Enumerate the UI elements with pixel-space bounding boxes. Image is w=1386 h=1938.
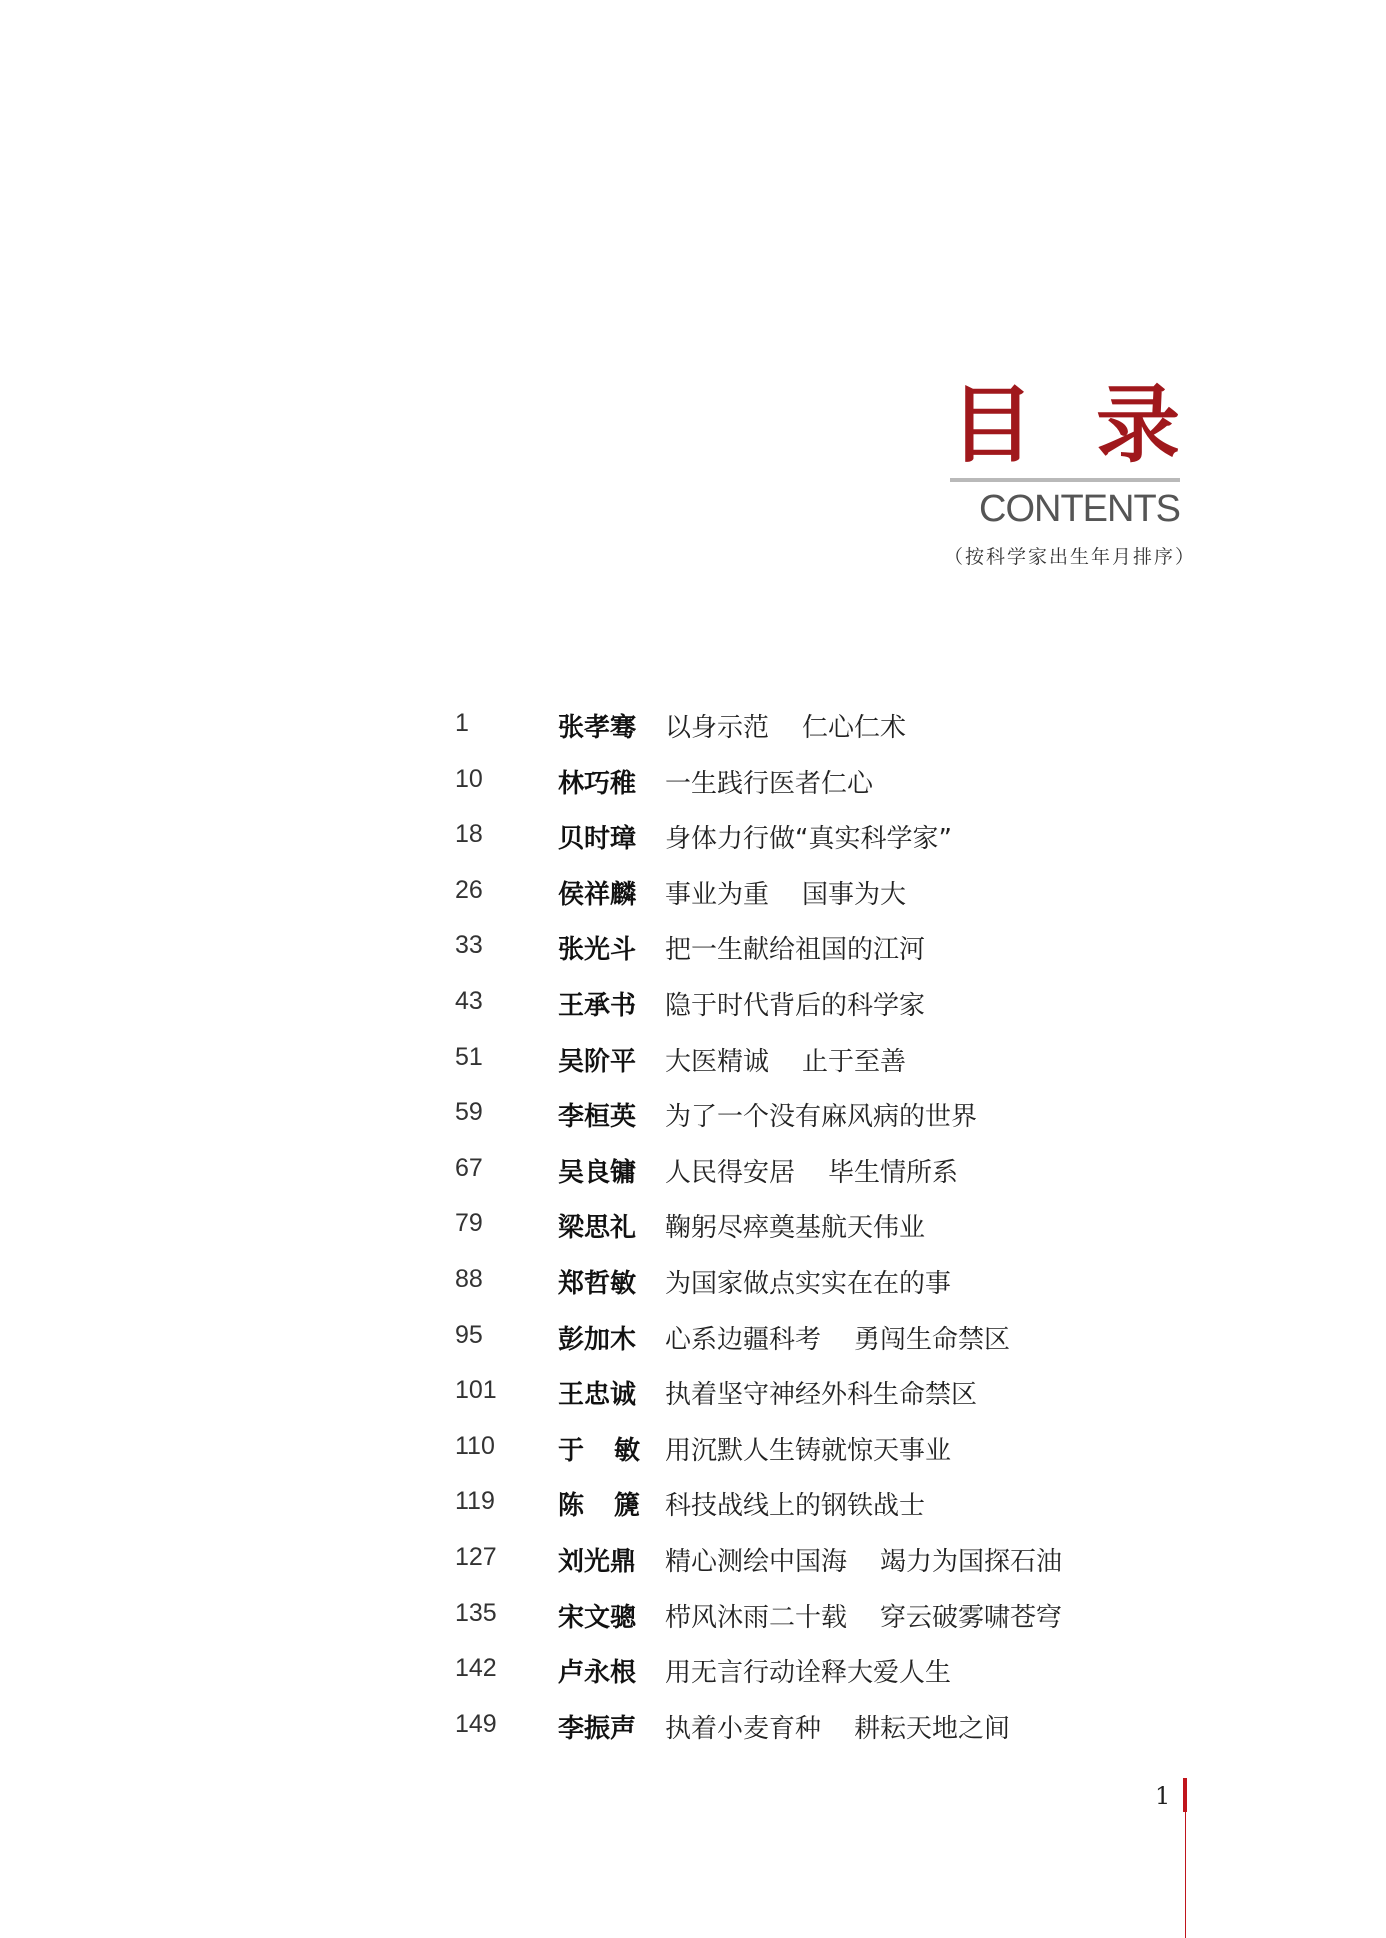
table-of-contents [455, 697, 1215, 1753]
toc-page-number: 51 [455, 1042, 483, 1071]
page-title [950, 375, 1180, 474]
toc-scientist-name [558, 985, 640, 1022]
toc-scientist-name [558, 929, 640, 966]
toc-chapter-title: 栉风沐雨二十载 穿云破雾啸苍穹 [665, 1602, 1063, 1633]
toc-entry[interactable] [455, 1086, 1215, 1142]
page-marker-bar [1183, 1778, 1187, 1812]
toc-name-part: 彭加木 [558, 1324, 637, 1355]
toc-scientist-name [558, 1041, 640, 1078]
toc-scientist-name [558, 1374, 640, 1411]
toc-entry[interactable] [455, 1420, 1215, 1476]
toc-chapter-title: 用无言行动诠释大爱人生 [665, 1658, 952, 1689]
toc-entry[interactable] [455, 808, 1215, 864]
toc-scientist-name [558, 1096, 640, 1133]
toc-chapter-title: 科技战线上的钢铁战士 [665, 1491, 926, 1522]
toc-scientist-name [558, 1207, 640, 1244]
toc-entry[interactable] [455, 1142, 1215, 1198]
toc-chapter-title: 身体力行做“真实科学家” [665, 824, 952, 855]
toc-scientist-name [558, 1319, 640, 1356]
toc-entry[interactable] [455, 753, 1215, 809]
toc-name-part: 李桓英 [558, 1102, 637, 1133]
toc-chapter-title: 执着小麦育种 耕耘天地之间 [665, 1713, 1011, 1744]
toc-name-part: 吴阶平 [558, 1046, 637, 1077]
toc-page-number: 119 [455, 1487, 495, 1516]
page-title-char: 目 [950, 375, 1035, 474]
page-title-char: 录 [1095, 375, 1180, 474]
toc-scientist-name [558, 1485, 640, 1522]
toc-chapter-title: 执着坚守神经外科生命禁区 [665, 1380, 978, 1411]
toc-page-number: 149 [455, 1709, 497, 1738]
toc-entry[interactable] [455, 1642, 1215, 1698]
toc-scientist-name [558, 763, 640, 800]
toc-entry[interactable] [455, 1475, 1215, 1531]
toc-page-number: 59 [455, 1098, 483, 1127]
toc-name-part: 郑哲敏 [558, 1268, 637, 1299]
toc-page-number: 10 [455, 764, 483, 793]
toc-name-part: 敏 [613, 1435, 640, 1466]
toc-entry[interactable] [455, 1309, 1215, 1365]
toc-scientist-name [558, 1263, 640, 1300]
toc-page-number: 79 [455, 1209, 483, 1238]
toc-page-number: 101 [455, 1376, 497, 1405]
toc-page-number: 18 [455, 820, 483, 849]
toc-name-part: 张光斗 [558, 935, 637, 966]
toc-entry[interactable] [455, 1197, 1215, 1253]
toc-page-number: 135 [455, 1598, 497, 1627]
toc-entry[interactable] [455, 1253, 1215, 1309]
toc-chapter-title: 用沉默人生铸就惊天事业 [665, 1435, 952, 1466]
toc-chapter-title: 心系边疆科考 勇闯生命禁区 [665, 1324, 1011, 1355]
toc-name-part: 宋文骢 [558, 1602, 637, 1633]
toc-page-number: 142 [455, 1654, 497, 1683]
toc-entry[interactable] [455, 1031, 1215, 1087]
toc-scientist-name [558, 1152, 640, 1189]
page-marker-line [1185, 1812, 1186, 1938]
toc-scientist-name [558, 1652, 640, 1689]
toc-page-number: 67 [455, 1153, 483, 1182]
english-subtitle: CONTENTS [979, 488, 1180, 530]
toc-entry[interactable] [455, 1698, 1215, 1754]
toc-chapter-title: 为国家做点实实在在的事 [665, 1268, 952, 1299]
toc-entry[interactable] [455, 975, 1215, 1031]
toc-name-part: 刘光鼎 [558, 1546, 637, 1577]
toc-entry[interactable] [455, 1587, 1215, 1643]
toc-chapter-title: 为了一个没有麻风病的世界 [665, 1102, 978, 1133]
toc-chapter-title: 事业为重 国事为大 [665, 879, 907, 910]
toc-entry[interactable] [455, 697, 1215, 753]
toc-page-number: 88 [455, 1264, 483, 1293]
toc-scientist-name [558, 1708, 640, 1745]
title-underline [950, 478, 1180, 482]
toc-name-part: 吴良镛 [558, 1157, 637, 1188]
toc-name-part: 王承书 [558, 990, 637, 1021]
toc-scientist-name [558, 707, 640, 744]
toc-chapter-title: 人民得安居 毕生情所系 [665, 1157, 959, 1188]
toc-page-number: 26 [455, 875, 483, 904]
toc-name-part: 林巧稚 [558, 768, 637, 799]
toc-chapter-title: 把一生献给祖国的江河 [665, 935, 926, 966]
toc-name-part: 侯祥麟 [558, 879, 637, 910]
toc-scientist-name [558, 874, 640, 911]
toc-entry[interactable] [455, 1531, 1215, 1587]
toc-name-part: 于 [558, 1435, 585, 1466]
toc-name-part: 卢永根 [558, 1658, 637, 1689]
toc-name-part: 贝时璋 [558, 824, 637, 855]
toc-scientist-name [558, 818, 640, 855]
toc-scientist-name [558, 1430, 640, 1467]
toc-entry[interactable] [455, 864, 1215, 920]
toc-chapter-title: 鞠躬尽瘁奠基航天伟业 [665, 1213, 926, 1244]
toc-name-part: 王忠诚 [558, 1380, 637, 1411]
toc-chapter-title: 一生践行医者仁心 [665, 768, 874, 799]
toc-name-part: 张孝骞 [558, 713, 637, 743]
toc-chapter-title: 以身示范 仁心仁术 [665, 713, 907, 743]
toc-scientist-name [558, 1597, 640, 1634]
toc-chapter-title: 大医精诚 止于至善 [665, 1046, 907, 1077]
toc-page-number: 110 [455, 1431, 495, 1460]
toc-page-number: 1 [455, 709, 469, 737]
toc-scientist-name [558, 1541, 640, 1578]
toc-name-part: 陈 [558, 1491, 585, 1522]
page-number: 1 [1155, 1782, 1171, 1810]
ordering-note: （按科学家出生年月排序） [944, 546, 1197, 568]
toc-name-part: 梁思礼 [558, 1213, 637, 1244]
toc-name-part: 李振声 [558, 1713, 637, 1744]
toc-page-number: 95 [455, 1320, 483, 1349]
toc-page-number: 43 [455, 986, 483, 1015]
toc-chapter-title: 隐于时代背后的科学家 [665, 990, 926, 1021]
toc-chapter-title: 精心测绘中国海 竭力为国探石油 [665, 1546, 1063, 1577]
toc-entry[interactable] [455, 919, 1215, 975]
toc-page-number: 127 [455, 1542, 497, 1571]
toc-page-number: 33 [455, 931, 483, 960]
toc-name-part: 篪 [613, 1491, 640, 1522]
toc-entry[interactable] [455, 1364, 1215, 1420]
